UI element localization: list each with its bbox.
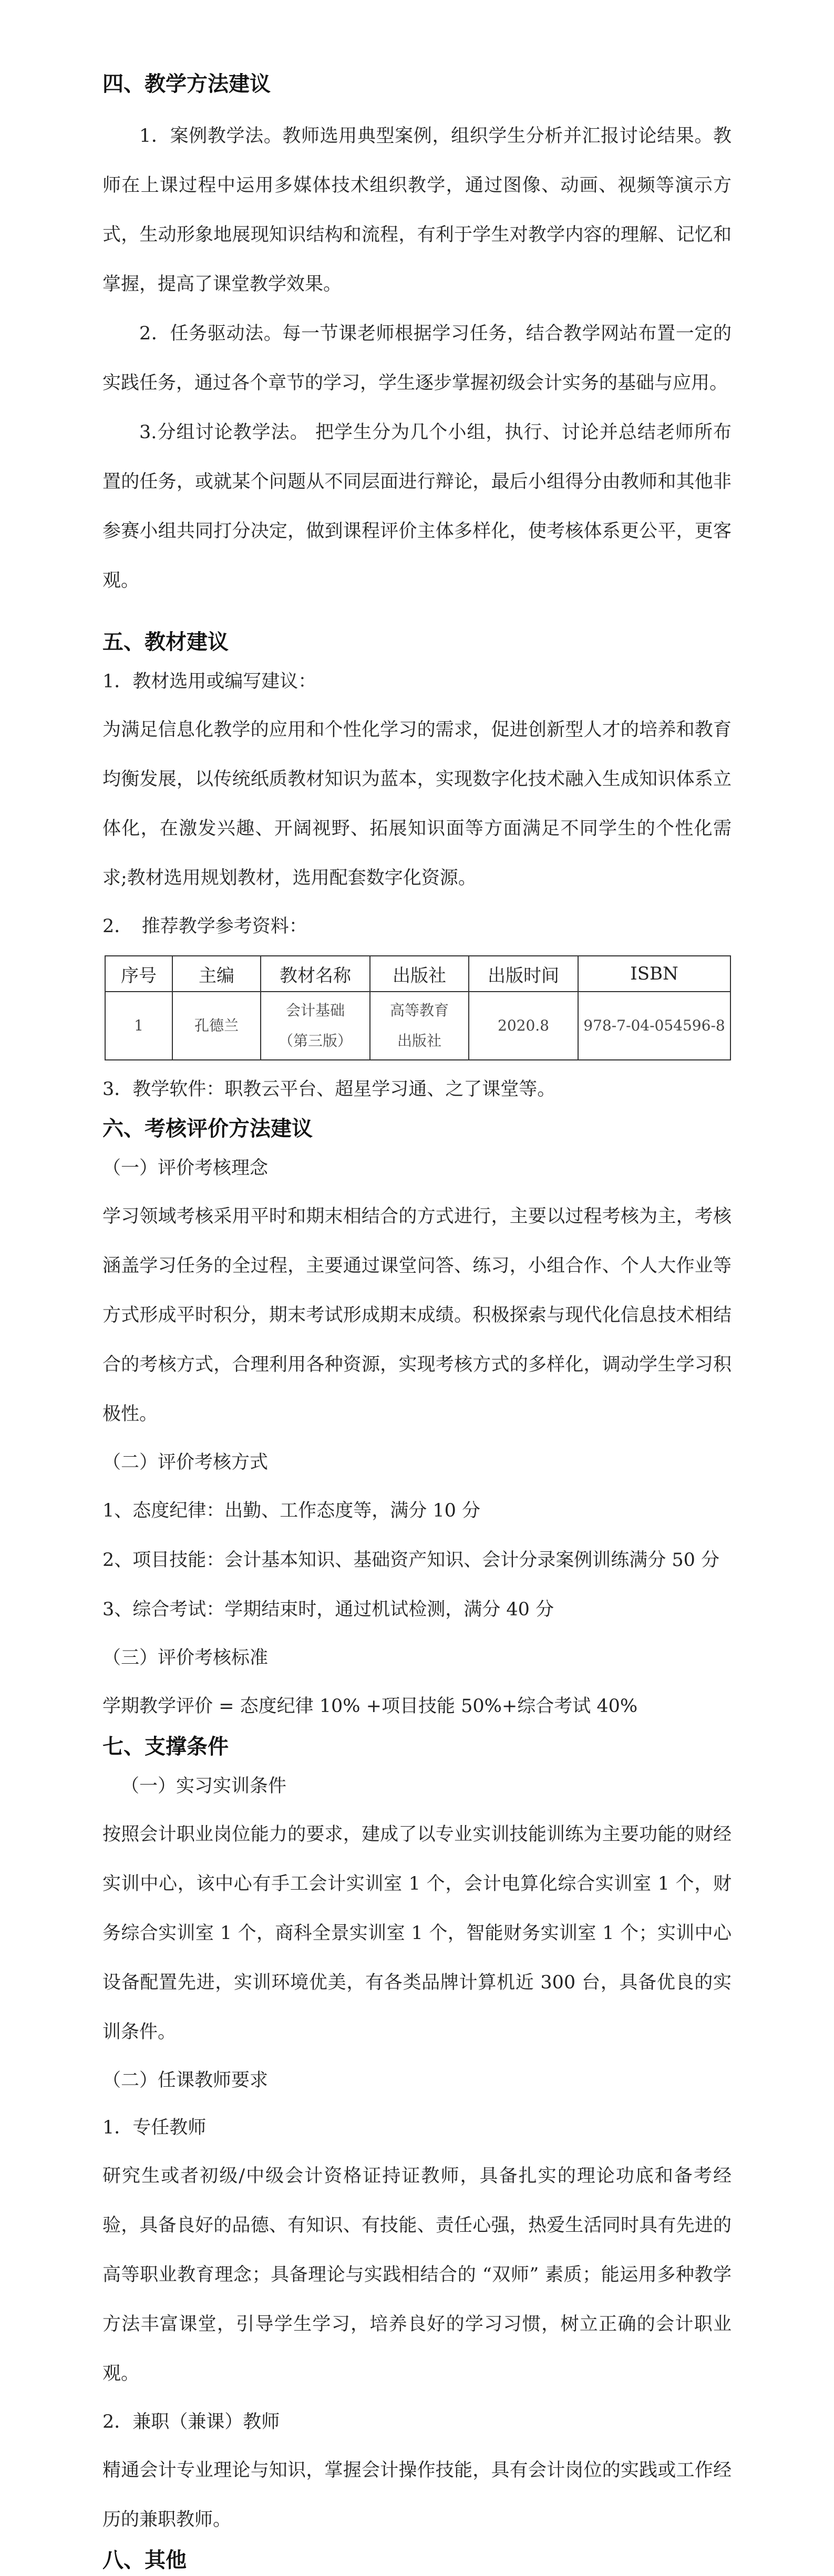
evaluation-philosophy-heading: （一）评价考核理念 [102,1158,269,1179]
cell-publisher-line1: 高等教育 [389,1002,449,1019]
textbook-selection-text: 为满足信息化教学的应用和个性化学习的需求，促进创新型人才的培养和教育均衡发展，以传统纸质教材知识为蓝本，实现数字化技术融入生成知识体系立体化，在激发兴趣、开阔视野、拓展知识面等方面满足不同学生的个性化需求;教材选用规划教材，选用配套数字化资源。 [102,719,732,889]
col-header-editor: 主编 [172,956,261,992]
col-header-name: 教材名称 [261,956,370,992]
teacher-requirements-heading: （二）任课教师要求 [102,2070,269,2091]
cell-publisher [370,992,469,1060]
teaching-method-case: 1．案例教学法。教师选用典型案例，组织学生分析并汇报讨论结果。教师在上课过程中运用多媒体技术组织教学，通过图像、动画、视频等演示方式，生动形象地展现知识结构和流程，有利于学生对教学内容的理解、记忆和掌握，提高了课堂教学效果。 [102,126,732,295]
training-conditions-heading: （一）实习实训条件 [121,1776,287,1797]
cell-name-line2: （第三版） [278,1032,352,1049]
section-4-title: 四、教学方法建议 [102,72,271,96]
cell-date: 2020.8 [469,992,578,1060]
col-header-date: 出版时间 [469,956,578,992]
col-header-publisher: 出版社 [370,956,469,992]
cell-no: 1 [105,992,172,1060]
training-conditions-text: 按照会计职业岗位能力的要求，建成了以专业实训技能训练为主要功能的财经实训中心，该中心有手工会计实训室 1 个，会计电算化综合实训室 1 个，财务综合实训室 1 个，商科全景实训室 1 个，智能财务实训室 1 个；实训中心设备配置先进，实训环境优美，有各类品牌计算机近 300 台，具备优良的实训条件。 [102,1824,732,2043]
teaching-method-group: 3.分组讨论教学法。 把学生分为几个小组，执行、讨论并总结老师所布置的任务，或就某个问题从不同层面进行辩论，最后小组得分由教师和其他非参赛小组共同打分决定，做到课程评价主体多样化，使考核体系更公平，更客观。 [102,422,732,591]
cell-isbn: 978-7-04-054596-8 [578,992,730,1060]
teaching-method-task: 2．任务驱动法。每一节课老师根据学习任务，结合教学网站布置一定的实践任务，通过各个章节的学习，学生逐步掌握初级会计实务的基础与应用。 [102,323,732,394]
section-6-title: 六、考核评价方法建议 [102,1117,313,1141]
reference-table [105,955,731,1060]
textbook-selection-heading: 1．教材选用或编写建议： [102,671,317,692]
cell-name [261,992,370,1060]
table-row [105,992,730,1060]
evaluation-formula: 学期教学评价 = 态度纪律 10% +项目技能 50%+综合考试 40% [102,1696,638,1717]
col-header-no: 序号 [105,956,172,992]
fulltime-teacher-heading: 1．专任教师 [102,2117,207,2138]
section-5-title: 五、教材建议 [102,630,229,654]
evaluation-item-attitude: 1、态度纪律：出勤、工作态度等，满分 10 分 [102,1500,481,1521]
teaching-software: 3．教学软件：职教云平台、超星学习通、之了课堂等。 [102,1079,556,1100]
evaluation-philosophy-text: 学习领域考核采用平时和期末相结合的方式进行，主要以过程考核为主，考核涵盖学习任务的全过程，主要通过课堂问答、练习，小组合作、个人大作业等方式形成平时积分，期末考试形成期末成绩。积极探索与现代化信息技术相结合的考核方式，合理利用各种资源，实现考核方式的多样化，调动学生学习积极性。 [102,1206,732,1425]
evaluation-standard-heading: （三）评价考核标准 [102,1647,269,1668]
cell-editor: 孔德兰 [172,992,261,1060]
parttime-teacher-heading: 2．兼职（兼课）教师 [102,2412,280,2433]
col-header-isbn: ISBN [578,956,730,992]
table-header-row [105,956,730,992]
fulltime-teacher-text: 研究生或者初级/中级会计资格证持证教师，具备扎实的理论功底和备考经验，具备良好的品德、有知识、有技能、责任心强，热爱生活同时具有先进的高等职业教育理念；具备理论与实践相结合的 “双师” 素质；能运用多种教学方法丰富课堂，引导学生学习，培养良好的学习习惯，树立正确的会计职业观。 [102,2166,732,2384]
cell-publisher-line2: 出版社 [397,1032,441,1049]
evaluation-method-heading: （二）评价考核方式 [102,1452,269,1473]
parttime-teacher-text: 精通会计专业理论与知识，掌握会计操作技能，具有会计岗位的实践或工作经历的兼职教师。 [102,2460,732,2530]
section-7-title: 七、支撑条件 [102,1735,229,1759]
section-8-title: 八、其他 [102,2548,187,2572]
reference-heading: 2． 推荐教学参考资料： [102,916,307,937]
evaluation-item-exam: 3、综合考试：学期结束时，通过机试检测，满分 40 分 [102,1599,554,1620]
cell-name-line1: 会计基础 [285,1002,345,1019]
evaluation-item-skills: 2、项目技能：会计基本知识、基础资产知识、会计分录案例训练满分 50 分 [102,1550,720,1571]
